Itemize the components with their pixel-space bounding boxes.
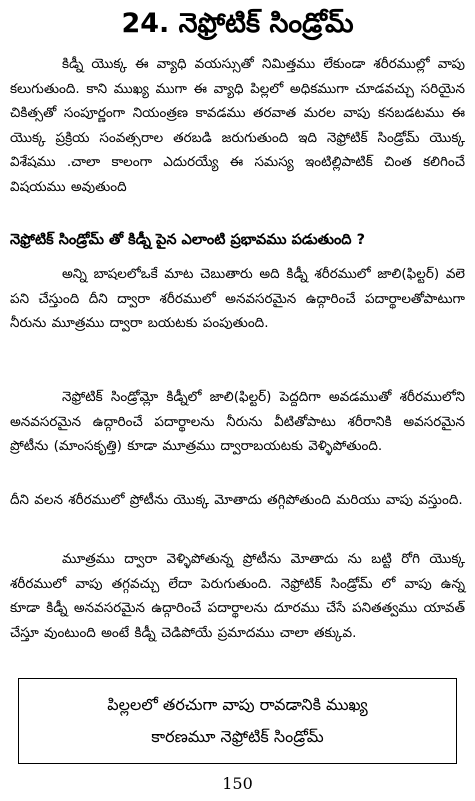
filter-paragraph: అన్ని బాషలలోఒకే మాట చెబుతారు అది కిడ్నీ శరీరములో జాలి(ఫిల్టర్) వలె పని చేస్తుంది దీని ద్వారా శరీరములో అనవసరమైన ఉద్గారించే పదార్థాలతోపాటుగా నీరును మూత్రము ద్వారా బయటకు పంపుతుంది.: [10, 266, 465, 331]
highlight-box: [18, 678, 457, 764]
highlight-line-2: కారణమూ నెఫ్రోటిక్ సిండ్రోమ్: [151, 727, 324, 746]
swelling-paragraph: దీని వలన శరీరములో ప్రోటీను యొక్క మోతాదు తగ్గిపోతుంది మరియు వాపు వస్తుంది.: [10, 492, 463, 508]
question-heading: నెఫ్రోటిక్ సిండ్రోమ్ తో కిడ్నీ పైన ఎలాంటి ప్రభావము పడుతుంది ?: [10, 232, 366, 248]
intro-paragraph: కిడ్నీ యొక్క ఈ వ్యాధి వయస్సుతో నిమిత్తము లేకుండా శరీరముల్లో వాపు కలుగుతుంది. కాని ముఖ్య ముగా ఈ వ్యాధి పిల్లలో అధికముగా చూడవచ్చు సరియైన చికిత్సతో సంపూర్ణంగా నియంత్రణ కావడము తరవాత మరల వాపు కనబడటము ఈ యొక్క ప్రక్రియ సంవత్సరాల తరబడి జరుగుతుంది ఇది నెఫ్రోటిక్ సిండ్రోమ్ యొక్క విశేషము .చాలా కాలంగా ఎదురయ్యే ఈ సమస్య ఇంటిల్లిపాటిక్ చింత కలిగించే విషయము అవుతుంది: [10, 56, 465, 195]
highlight-line-1: పిల్లలలో తరచుగా వాపు రావడానికి ముఖ్య: [107, 695, 368, 714]
page-number: 150: [222, 774, 253, 793]
chapter-title: 24. నెఫ్రోటిక్ సిండ్రోమ్: [121, 8, 354, 39]
protein-loss-paragraph: నెఫ్రోటిక్ సిండ్రోమ్లో కిడ్నీలో జాలి(ఫిల్టర్) పెద్దదిగా అవడముతో శరీరములోని అనవసరమైన ఉద్గారించే పదార్థాలను నీరును వీటితోపాటు శరీరానికి అవసరమైన ప్రోటీను (మాంసకృత్తి) కూడా మూత్రము ద్వారాబయటకు వెళ్ళిపోతుంది.: [10, 389, 465, 454]
prognosis-paragraph: మూత్రము ద్వారా వెళ్ళిపోతున్న ప్రోటీను మోతాదు ను బట్టి రోగి యొక్క శరీరములో వాపు తగ్గవచ్చు లేదా పెరుగుతుంది. నెఫ్రోటిక్ సిండ్రోమ్ లో వాపు ఉన్న కూడా కిడ్నీ అనవసరమైన ఉద్గారించే పదార్థాలను దూరము చేసే పనితత్వము యావత్ చేస్తూ వుంటుంది అంటే కిడ్నీ చెడిపోయే ప్రమాదము చాలా తక్కువ.: [10, 551, 465, 641]
